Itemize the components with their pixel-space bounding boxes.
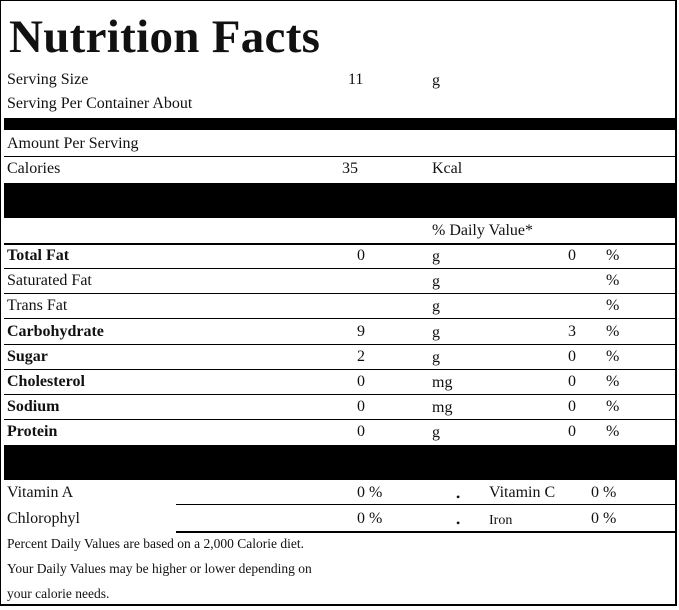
- nutrient-unit: g: [432, 298, 440, 315]
- percent-sign: %: [606, 373, 620, 390]
- percent-sign: %: [606, 297, 620, 314]
- calories-label: Calories: [7, 160, 61, 177]
- nutrient-amount: 9: [357, 323, 365, 340]
- iron-label: Iron: [489, 513, 513, 528]
- rule-line: [4, 243, 675, 245]
- rule-line: [4, 268, 675, 269]
- nutrient-name-total-fat: Total Fat: [7, 247, 70, 264]
- serving-size-value: 11: [348, 71, 364, 88]
- amount-per-serving-label: Amount Per Serving: [7, 135, 139, 152]
- nutrient-amount: 0: [357, 398, 365, 415]
- serving-size-unit: g: [432, 72, 440, 89]
- nutrient-amount: 0: [357, 373, 365, 390]
- rule-line: [176, 504, 675, 505]
- thick-divider: [4, 183, 675, 218]
- footnote-line: your calorie needs.: [7, 586, 110, 601]
- footnote-line: Percent Daily Values are based on a 2,000 Calorie diet.: [7, 536, 305, 551]
- daily-value-header: % Daily Value*: [432, 222, 534, 239]
- chlorophyl-value: 0 %: [357, 510, 383, 527]
- rule-line: [4, 344, 675, 345]
- nutrient-daily-value: 0: [568, 373, 576, 390]
- nutrient-unit: g: [432, 424, 440, 441]
- nutrient-name-cholesterol: Cholesterol: [7, 373, 85, 390]
- nutrient-unit: g: [432, 324, 440, 341]
- thick-divider: [4, 445, 675, 480]
- vitamin-c-label: Vitamin C: [489, 484, 556, 501]
- nutrient-daily-value: 3: [568, 323, 576, 340]
- vitamin-a-label: Vitamin A: [7, 484, 74, 501]
- rule-line: [176, 531, 675, 533]
- calories-unit: Kcal: [432, 160, 463, 177]
- nutrient-name-saturated-fat: Saturated Fat: [7, 272, 92, 289]
- chlorophyl-label: Chlorophyl: [7, 510, 80, 527]
- percent-sign: %: [606, 247, 620, 264]
- serving-size-label: Serving Size: [7, 71, 89, 88]
- calories-value: 35: [342, 160, 358, 177]
- nutrient-amount: 0: [357, 423, 365, 440]
- nutrient-name-protein: Protein: [7, 423, 58, 440]
- nutrient-amount: 2: [357, 348, 365, 365]
- nutrient-daily-value: 0: [568, 398, 576, 415]
- percent-sign: %: [606, 323, 620, 340]
- nutrient-name-sodium: Sodium: [7, 398, 60, 415]
- vitamin-c-value: 0 %: [591, 484, 617, 501]
- nutrient-unit: mg: [432, 399, 453, 416]
- rule-line: [4, 419, 675, 420]
- iron-value: 0 %: [591, 510, 617, 527]
- nutrient-unit: mg: [432, 374, 453, 391]
- rule-line: [4, 293, 675, 294]
- rule-line: [4, 394, 675, 395]
- percent-sign: %: [606, 348, 620, 365]
- nutrient-unit: g: [432, 349, 440, 366]
- separator-dot: •: [456, 490, 461, 504]
- footnote-line: Your Daily Values may be higher or lower depending on: [7, 561, 312, 576]
- separator-dot: •: [456, 516, 461, 530]
- serving-per-container-label: Serving Per Container About: [7, 95, 193, 112]
- nutrient-daily-value: 0: [568, 348, 576, 365]
- percent-sign: %: [606, 398, 620, 415]
- nutrient-name-carbohydrate: Carbohydrate: [7, 323, 104, 340]
- rule-line: [4, 318, 675, 319]
- nutrient-daily-value: 0: [568, 247, 576, 264]
- thick-divider: [4, 118, 675, 130]
- percent-sign: %: [606, 423, 620, 440]
- nutrient-name-trans-fat: Trans Fat: [7, 297, 68, 314]
- vitamin-a-value: 0 %: [357, 484, 383, 501]
- nutrient-name-sugar: Sugar: [7, 348, 48, 365]
- percent-sign: %: [606, 272, 620, 289]
- nutrient-amount: 0: [357, 247, 365, 264]
- nutrient-unit: g: [432, 273, 440, 290]
- nutrient-daily-value: 0: [568, 423, 576, 440]
- rule-line: [4, 369, 675, 370]
- nutrient-unit: g: [432, 248, 440, 265]
- label-title: Nutrition Facts: [9, 11, 321, 63]
- rule-line: [4, 156, 675, 157]
